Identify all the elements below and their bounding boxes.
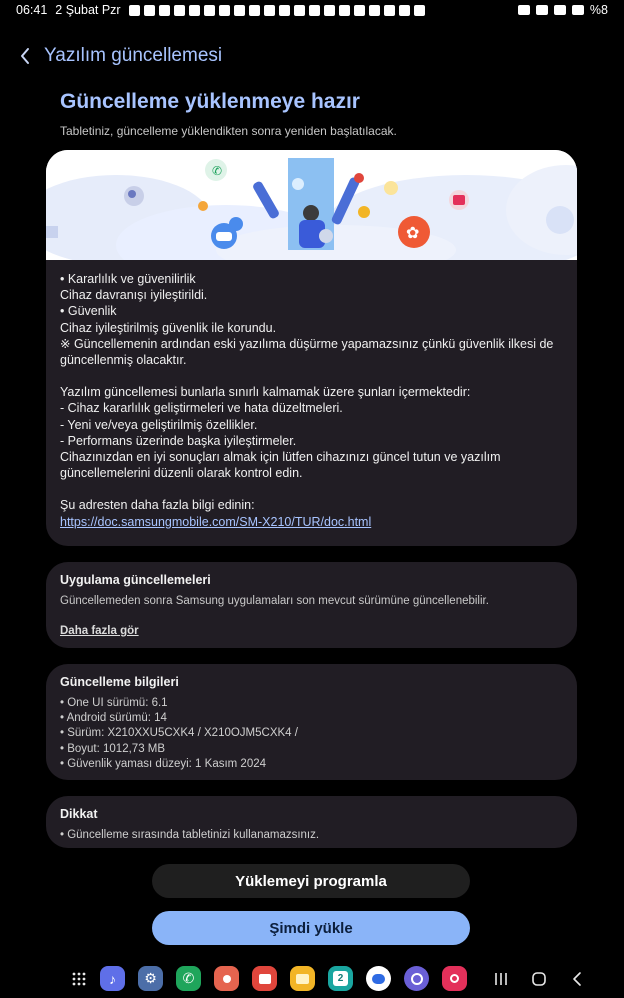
status-time: 06:41 <box>16 3 48 17</box>
see-more-link[interactable]: Daha fazla gör <box>60 625 139 637</box>
dock <box>100 966 467 991</box>
note-line: güncellemelerini düzenli olarak kontrol edin. <box>60 466 303 481</box>
update-info-list <box>60 696 298 772</box>
notification-icon <box>129 5 140 16</box>
more-info-link[interactable]: https://doc.samsungmobile.com/SM-X210/TUR/doc.html <box>60 514 372 529</box>
schedule-install-button[interactable]: Yüklemeyi programla <box>152 864 470 898</box>
home-button[interactable] <box>528 968 550 990</box>
caution-title: Dikkat <box>60 807 98 821</box>
update-headline: Güncelleme yüklenmeye hazır <box>60 90 360 113</box>
notification-icon <box>399 5 410 16</box>
notification-icon <box>414 5 425 16</box>
page-title: Yazılım güncellemesi <box>44 45 223 66</box>
note-line: • Güvenlik <box>60 304 117 319</box>
note-line: • Kararlılık ve güvenilirlik <box>60 272 196 286</box>
install-now-button[interactable]: Şimdi yükle <box>152 911 470 945</box>
notification-icon <box>234 5 245 16</box>
note-line: Yazılım güncellemesi bunlarla sınırlı kalmamak üzere şunları içermektedir: <box>60 385 471 400</box>
notification-icon <box>354 5 365 16</box>
caution-list <box>60 828 319 843</box>
notification-icon <box>324 5 335 16</box>
system-status-icons <box>518 3 608 17</box>
note-line: - Performans üzerinde başka iyileştirmeler. <box>60 433 297 448</box>
info-item: • Android sürümü: 14 <box>60 712 167 725</box>
app-bar <box>0 38 624 74</box>
notification-icon <box>174 5 185 16</box>
info-item: • One UI sürümü: 6.1 <box>60 697 168 709</box>
messages-icon[interactable] <box>366 966 391 991</box>
release-notes-card <box>46 150 577 546</box>
wifi-icon <box>572 5 584 15</box>
status-date: 2 Şubat Pzr <box>55 3 121 17</box>
app-updates-title: Uygulama güncellemeleri <box>60 573 211 587</box>
notification-icon <box>159 5 170 16</box>
recent-apps-button[interactable] <box>490 968 512 990</box>
note-line: güncellenmiş olacaktır. <box>60 353 187 368</box>
scroll-content[interactable] <box>0 76 624 848</box>
chevron-left-icon <box>19 47 31 65</box>
update-subline: Tabletiniz, güncelleme yüklendikten sonra yeniden başlatılacak. <box>60 124 397 138</box>
back-button[interactable] <box>14 44 36 68</box>
music-icon[interactable]: ♪ <box>100 966 125 991</box>
navigation-bar <box>0 960 624 998</box>
update-info-card <box>46 664 577 780</box>
notification-icon <box>384 5 395 16</box>
notification-icon <box>294 5 305 16</box>
illustration-graphic <box>46 150 577 260</box>
info-item: • Sürüm: X210XXU5CXK4 / X210OJM5CXK4 / <box>60 727 298 740</box>
phone-icon[interactable]: ✆ <box>176 966 201 991</box>
camera-icon[interactable] <box>442 966 467 991</box>
notification-icon <box>189 5 200 16</box>
notification-icon <box>279 5 290 16</box>
notes-icon[interactable] <box>252 966 277 991</box>
settings-icon[interactable]: ⚙ <box>138 966 163 991</box>
release-notes <box>46 260 577 530</box>
calendar-day: 2 <box>333 971 348 986</box>
notification-icon <box>204 5 215 16</box>
caution-item: • Güncelleme sırasında tabletinizi kullanamazsınız. <box>60 829 320 841</box>
notification-icon <box>264 5 275 16</box>
recents-icon <box>494 972 508 986</box>
notification-icon <box>144 5 155 16</box>
files-icon[interactable] <box>290 966 315 991</box>
note-line: - Yeni ve/veya geliştirilmiş özellikler. <box>60 417 258 432</box>
app-drawer-button[interactable] <box>68 968 90 990</box>
notification-icon <box>249 5 260 16</box>
mute-icon <box>554 5 566 15</box>
nav-back-button[interactable] <box>566 968 588 990</box>
note-line: Cihaz iyileştirilmiş güvenlik ile korundu. <box>60 320 277 335</box>
svg-text:✿: ✿ <box>406 223 420 242</box>
info-item: • Boyut: 1012,73 MB <box>60 742 166 755</box>
update-illustration <box>46 150 577 260</box>
internet-icon[interactable] <box>404 966 429 991</box>
update-info-title: Güncelleme bilgileri <box>60 675 179 689</box>
lock-icon <box>536 5 548 15</box>
note-line: - Cihaz kararlılık geliştirmeleri ve hata düzeltmeleri. <box>60 401 343 416</box>
notification-icon <box>339 5 350 16</box>
app-updates-card <box>46 562 577 648</box>
note-line: Cihazınızdan en iyi sonuçları almak için lütfen cihazınızı güncel tutun ve yazılım <box>60 450 501 465</box>
link-icon <box>518 5 530 15</box>
notification-icon <box>219 5 230 16</box>
contacts-icon[interactable] <box>214 966 239 991</box>
back-icon <box>571 971 583 987</box>
notification-icon <box>369 5 380 16</box>
grid-icon <box>71 971 87 987</box>
app-updates-text: Güncellemeden sonra Samsung uygulamaları son mevcut sürümüne güncellenebilir. <box>60 595 489 607</box>
caution-card <box>46 796 577 848</box>
status-bar <box>0 0 624 20</box>
home-icon <box>531 971 547 987</box>
info-item: • Güvenlik yaması düzeyi: 1 Kasım 2024 <box>60 757 267 770</box>
calendar-icon[interactable] <box>328 966 353 991</box>
note-line: Cihaz davranışı iyileştirildi. <box>60 288 208 303</box>
notification-icons <box>129 5 425 16</box>
svg-text:✆: ✆ <box>212 164 223 178</box>
more-info-label: Şu adresten daha fazla bilgi edinin: <box>60 498 255 513</box>
battery-level: %8 <box>589 3 608 17</box>
note-line: ※ Güncellemenin ardından eski yazılıma düşürme yapamazsınız çünkü güvenlik ilkesi de <box>60 336 554 351</box>
notification-icon <box>309 5 320 16</box>
